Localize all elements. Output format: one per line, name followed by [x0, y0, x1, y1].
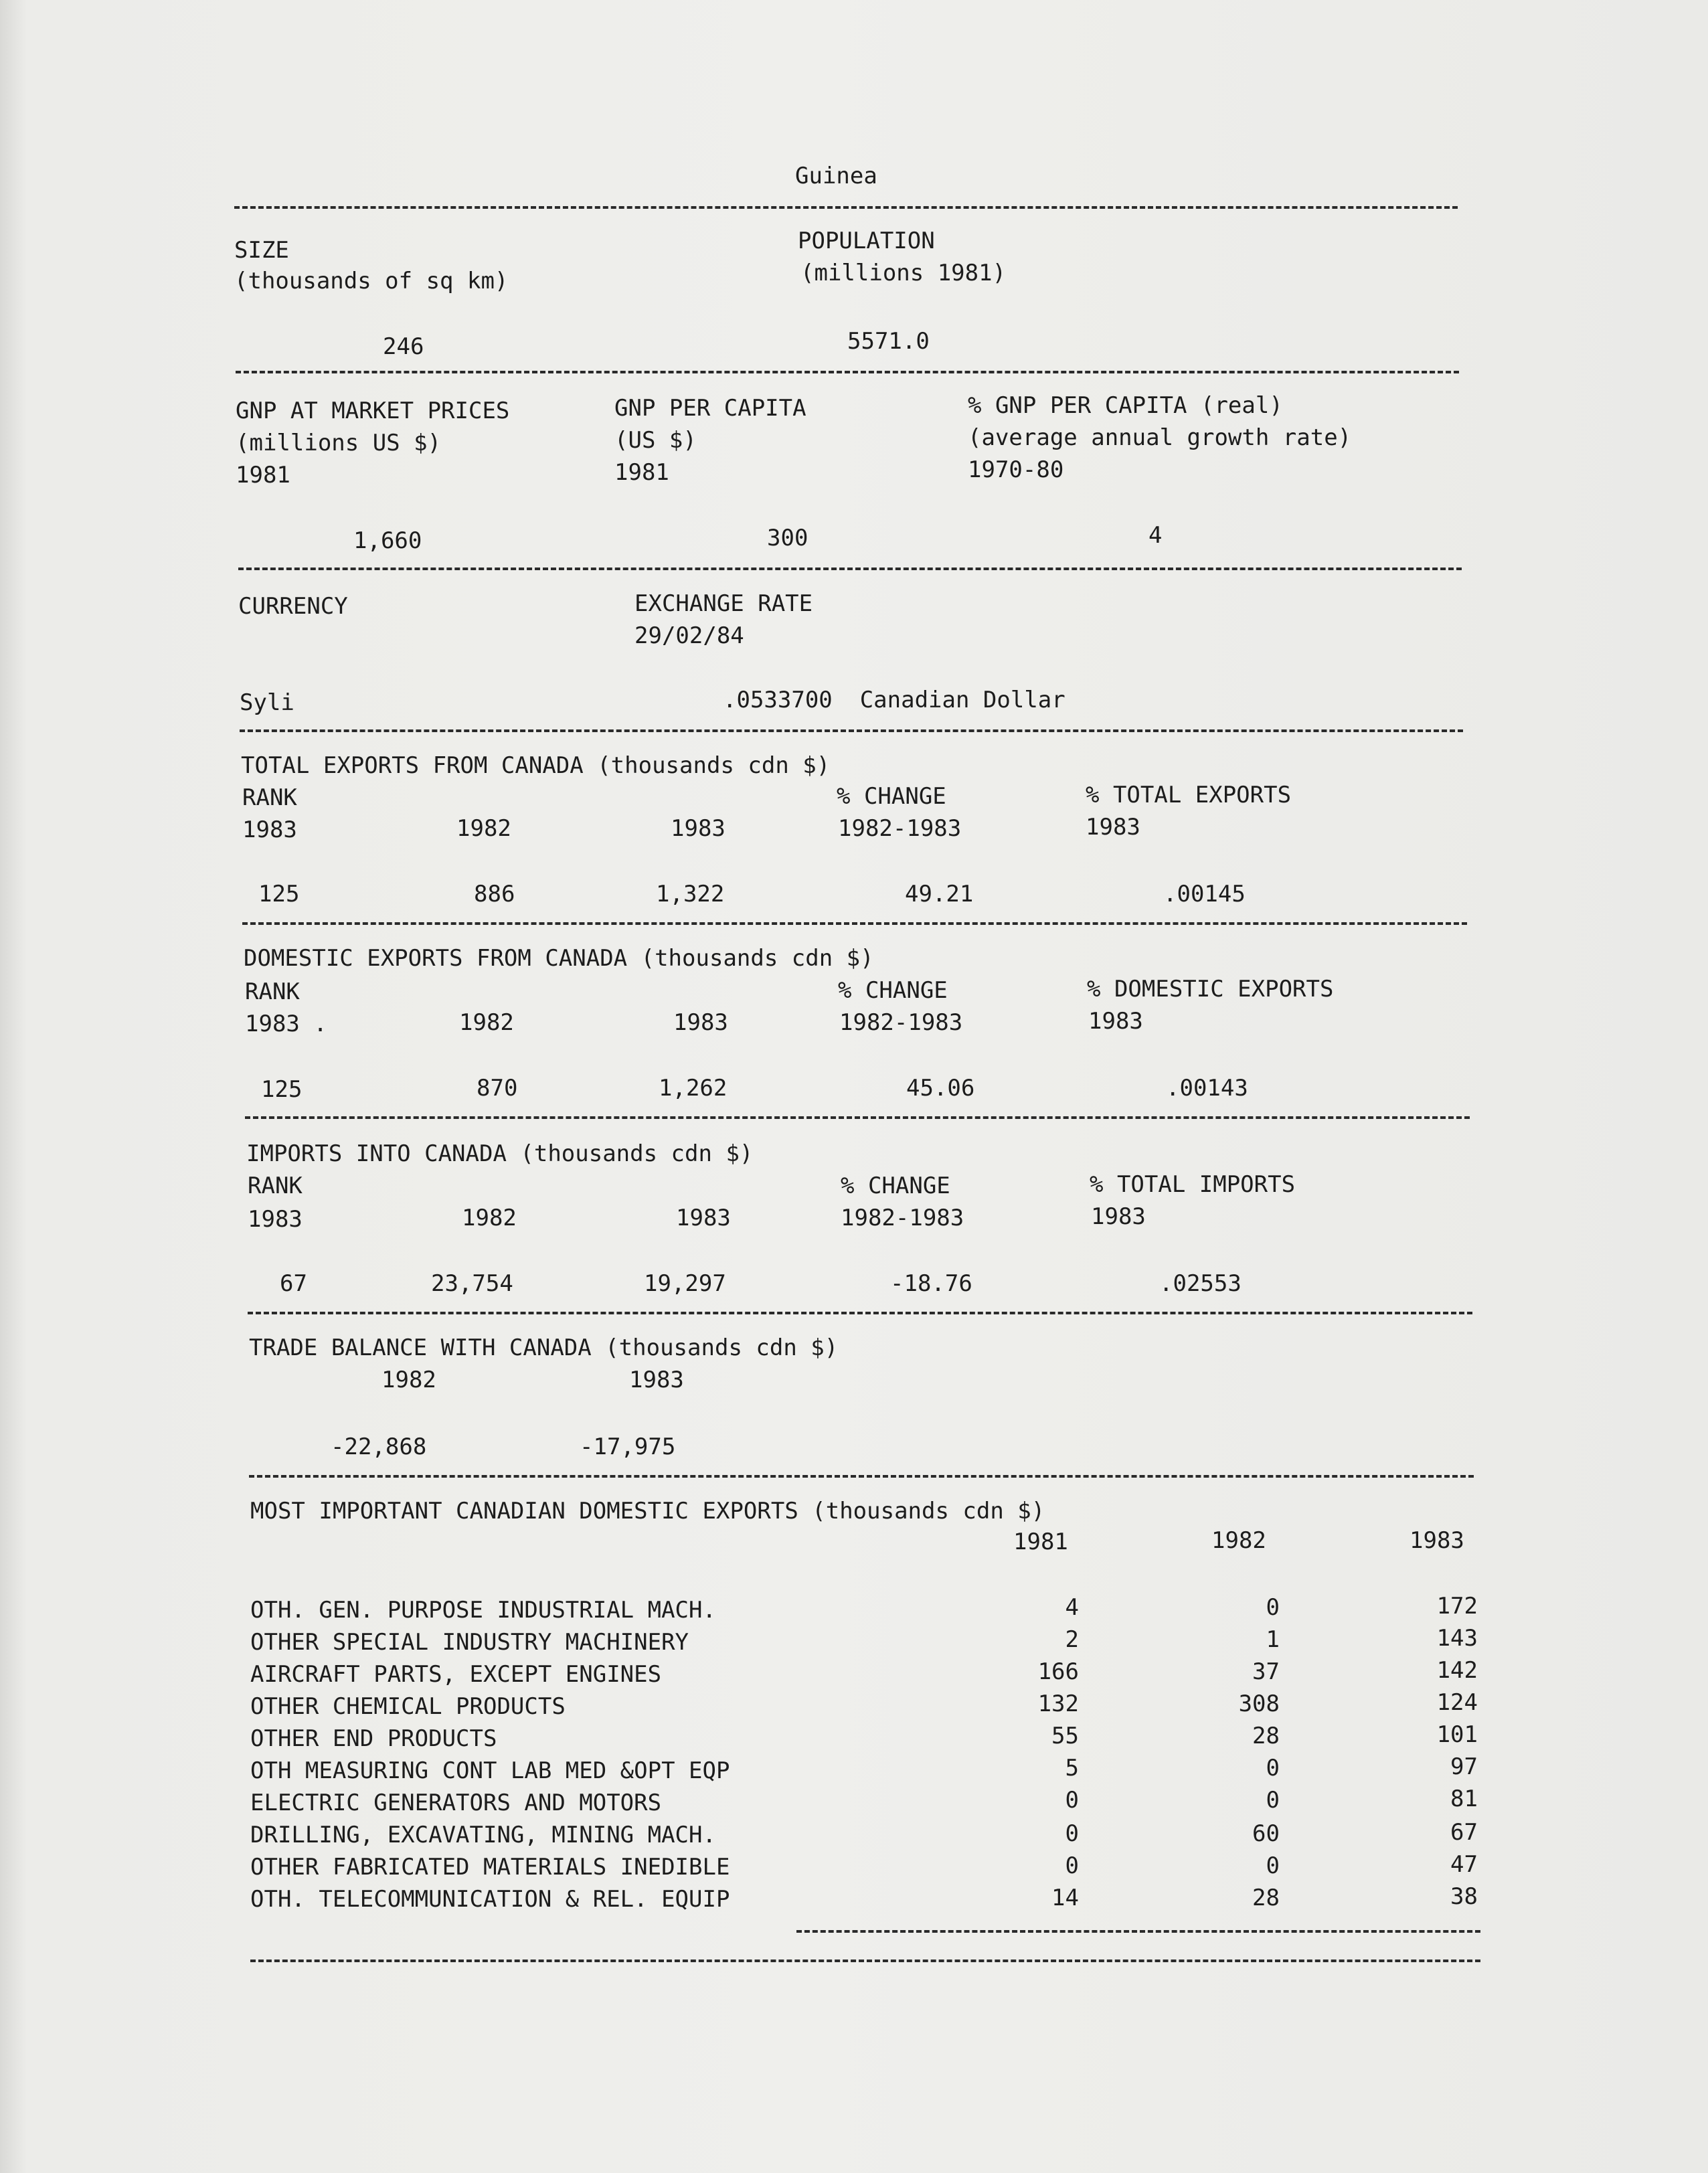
gnp-label: GNP AT MARKET PRICES [236, 398, 510, 424]
divider [248, 1312, 1472, 1314]
gnp-per-capita-year-label: 1981 [614, 459, 669, 486]
mi-export-name: OTHER FABRICATED MATERIALS INEDIBLE [250, 1854, 730, 1881]
mi-export-1981: 4 [1065, 1594, 1079, 1621]
currency-value: Syli [240, 689, 294, 716]
mi-export-1982: 37 [1252, 1658, 1280, 1685]
total-exports-rank-year: 1983 [242, 816, 297, 843]
mi-export-1981: 0 [1065, 1787, 1079, 1814]
mi-export-name: DRILLING, EXCAVATING, MINING MACH. [250, 1822, 716, 1848]
divider [245, 1116, 1470, 1119]
mi-export-1981: 166 [1037, 1658, 1079, 1685]
mi-export-1983: 124 [1436, 1689, 1478, 1716]
total-exports-change-years: 1982-1983 [838, 815, 962, 842]
size-value: 246 [383, 333, 424, 360]
imports-share-label: % TOTAL IMPORTS [1090, 1171, 1296, 1198]
domestic-exports-share-year: 1983 [1088, 1008, 1143, 1035]
exchange-rate-label: EXCHANGE RATE [634, 590, 813, 617]
gnp-per-capita-label: GNP PER CAPITA [614, 395, 806, 422]
divider [236, 371, 1459, 373]
divider [238, 568, 1462, 570]
total-exports-rank: 125 [258, 881, 300, 907]
gnp-unit-label: (millions US $) [236, 430, 442, 456]
domestic-exports-rank-label: RANK [245, 978, 300, 1005]
domestic-exports-rank-year: 1983 . [245, 1011, 327, 1037]
gnp-growth-label: % GNP PER CAPITA (real) [968, 392, 1283, 419]
mi-export-name: ELECTRIC GENERATORS AND MOTORS [250, 1790, 662, 1816]
domestic-exports-1983: 1,262 [659, 1075, 728, 1102]
domestic-exports-1982: 870 [477, 1075, 518, 1102]
mi-export-name: OTH. GEN. PURPOSE INDUSTRIAL MACH. [250, 1597, 716, 1624]
gnp-year-label: 1981 [236, 462, 290, 489]
total-exports-1983: 1,322 [656, 881, 725, 907]
total-exports-change-label: % CHANGE [837, 783, 946, 810]
mi-export-1982: 1 [1266, 1626, 1280, 1653]
mi-export-1981: 0 [1065, 1852, 1079, 1879]
mi-export-name: OTHER CHEMICAL PRODUCTS [250, 1693, 566, 1720]
currency-label: CURRENCY [238, 593, 348, 620]
mi-export-1982: 0 [1266, 1852, 1280, 1879]
population-value: 5571.0 [847, 328, 930, 355]
trade-balance-1982: -22,868 [331, 1433, 427, 1460]
imports-change-years: 1982-1983 [841, 1205, 964, 1231]
imports-rank-label: RANK [248, 1172, 303, 1199]
gnp-value: 1,660 [353, 527, 422, 554]
mi-exports-1983-label: 1983 [1410, 1527, 1464, 1554]
mi-export-1981: 55 [1051, 1723, 1079, 1749]
mi-export-1983: 142 [1436, 1657, 1478, 1684]
imports-change: -18.76 [890, 1270, 972, 1297]
exchange-date-label: 29/02/84 [634, 622, 744, 649]
mi-export-1981: 2 [1065, 1626, 1079, 1653]
mi-export-name: OTHER SPECIAL INDUSTRY MACHINERY [250, 1629, 689, 1656]
domestic-exports-share-label: % DOMESTIC EXPORTS [1087, 976, 1334, 1003]
trade-balance-heading: TRADE BALANCE WITH CANADA (thousands cdn $) [249, 1334, 839, 1361]
mi-export-1983: 101 [1436, 1721, 1478, 1748]
total-exports-share-label: % TOTAL EXPORTS [1086, 782, 1292, 808]
total-exports-share: .00145 [1163, 881, 1246, 907]
mi-export-1983: 172 [1436, 1593, 1478, 1620]
gnp-growth-unit-label: (average annual growth rate) [968, 424, 1352, 451]
imports-rank: 67 [280, 1270, 307, 1297]
mi-export-1981: 14 [1051, 1885, 1079, 1911]
mi-export-1981: 0 [1065, 1820, 1079, 1847]
mi-export-1983: 97 [1450, 1753, 1478, 1780]
total-exports-1982: 886 [474, 881, 515, 907]
gnp-per-capita-value: 300 [767, 525, 808, 551]
imports-change-label: % CHANGE [841, 1172, 950, 1199]
mi-export-name: OTH MEASURING CONT LAB MED &OPT EQP [250, 1757, 730, 1784]
divider [234, 206, 1458, 209]
mi-export-name: OTHER END PRODUCTS [250, 1725, 497, 1752]
gnp-growth-period-label: 1970-80 [968, 456, 1064, 483]
total-exports-rank-label: RANK [242, 784, 297, 811]
total-exports-1982-label: 1982 [456, 815, 511, 842]
size-unit-label: (thousands of sq km) [234, 268, 509, 294]
divider [240, 729, 1463, 732]
population-label: POPULATION [798, 228, 935, 254]
imports-share: .02553 [1159, 1270, 1242, 1297]
trade-balance-1983: -17,975 [580, 1433, 676, 1460]
total-exports-share-year: 1983 [1086, 814, 1140, 841]
divider [796, 1930, 1480, 1933]
mi-export-1982: 28 [1252, 1885, 1280, 1911]
domestic-exports-rank: 125 [261, 1076, 303, 1103]
gnp-growth-value: 4 [1148, 522, 1163, 549]
imports-1982-label: 1982 [462, 1205, 517, 1231]
mi-exports-1982-label: 1982 [1211, 1527, 1266, 1554]
mi-export-1983: 67 [1450, 1819, 1478, 1846]
trade-balance-1983-label: 1983 [629, 1367, 684, 1393]
mi-export-1982: 60 [1252, 1820, 1280, 1847]
imports-rank-year: 1983 [248, 1206, 303, 1233]
mi-export-1983: 81 [1450, 1786, 1478, 1812]
mi-export-1982: 28 [1252, 1723, 1280, 1749]
imports-heading: IMPORTS INTO CANADA (thousands cdn $) [246, 1140, 754, 1167]
mi-export-1982: 308 [1238, 1690, 1280, 1717]
imports-1982: 23,754 [431, 1270, 513, 1297]
page-title: Guinea [795, 163, 877, 189]
mi-export-1982: 0 [1266, 1594, 1280, 1621]
domestic-exports-1982-label: 1982 [459, 1009, 514, 1036]
total-exports-change: 49.21 [905, 881, 974, 907]
domestic-exports-change: 45.06 [906, 1075, 975, 1102]
population-unit-label: (millions 1981) [800, 260, 1007, 286]
mi-exports-heading: MOST IMPORTANT CANADIAN DOMESTIC EXPORTS (thousands cdn $) [250, 1498, 1045, 1525]
domestic-exports-1983-label: 1983 [673, 1009, 728, 1036]
mi-export-1981: 132 [1037, 1690, 1079, 1717]
mi-export-name: OTH. TELECOMMUNICATION & REL. EQUIP [250, 1886, 730, 1913]
mi-export-1983: 47 [1450, 1851, 1478, 1878]
domestic-exports-change-years: 1982-1983 [839, 1009, 963, 1036]
mi-export-1983: 38 [1450, 1883, 1478, 1910]
divider [250, 1960, 1480, 1962]
imports-1983: 19,297 [644, 1270, 726, 1297]
exchange-rate-value: .0533700 Canadian Dollar [723, 687, 1065, 713]
trade-balance-1982-label: 1982 [381, 1367, 436, 1393]
total-exports-heading: TOTAL EXPORTS FROM CANADA (thousands cdn $) [241, 752, 831, 779]
gnp-per-capita-unit-label: (US $) [614, 427, 697, 454]
mi-export-1982: 0 [1266, 1755, 1280, 1781]
mi-exports-1981-label: 1981 [1013, 1529, 1068, 1555]
domestic-exports-heading: DOMESTIC EXPORTS FROM CANADA (thousands cdn $) [244, 945, 874, 972]
mi-export-1982: 0 [1266, 1787, 1280, 1814]
mi-export-1983: 143 [1436, 1625, 1478, 1652]
domestic-exports-change-label: % CHANGE [838, 977, 948, 1004]
mi-export-name: AIRCRAFT PARTS, EXCEPT ENGINES [250, 1661, 662, 1688]
divider [249, 1475, 1474, 1478]
divider [242, 922, 1467, 925]
mi-export-1981: 5 [1065, 1755, 1079, 1781]
imports-1983-label: 1983 [676, 1205, 731, 1231]
domestic-exports-share: .00143 [1166, 1075, 1248, 1102]
total-exports-1983-label: 1983 [671, 815, 725, 842]
imports-share-year: 1983 [1091, 1203, 1146, 1230]
size-label: SIZE [234, 237, 289, 264]
